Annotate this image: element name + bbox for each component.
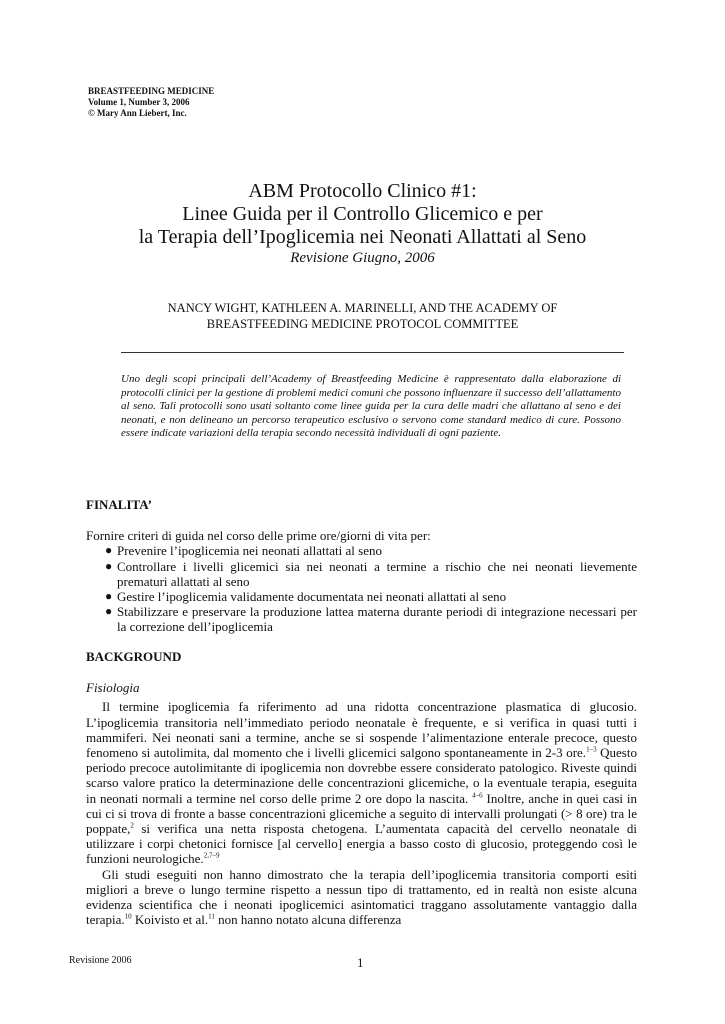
paragraph-1: Il termine ipoglicemia fa riferimento ad una ridotta concentrazione plasmatica di glucosio. L’ipoglicemia transitoria nell’immediato periodo neonatale è frequente, e si verifica in quasi tutti i mammiferi. Nei neonati sani a termine, anche se si sospende l’alimentazione enterale precoce, questo fenomeno si autolimita, dal momento che i livelli glicemici salgono spontaneamente in 2-3 ore.$^{1-3}$ Questo periodo precoce autolimitante di ipoglicemia non dovrebbe essere considerato patologico. Riveste quindi scarso valore pratico la determinazione delle concentrazioni glicemiche, o la eventuale terapia, eseguita in neonati normali a termine nel corso delle prime 2 ore dopo la nascita. $^{4-6}$ Inoltre, anche in quei casi in cui ci si trova di fronte a basse concentrazioni glicemiche a seguito di intervalli prolungati (> 8 ore) tra le poppate,$^2$ si verifica una netta risposta chetogena. L’aumentata capacità del cervello neonatale di utilizzare i corpi chetonici fornisce [al cervello] energia a basso costo di glucosio, proteggendo così le funzioni neurologiche.$^{2,7-9}$ <box>86 699 637 867</box>
abstract: Uno degli scopi principali dell’Academy of Breastfeeding Medicine è rappresentato dalla elaborazione di protocolli clinici per la gestione di problemi medici comuni che possono influenzare il successo dell’allattamento al seno. Tali protocolli sono usati soltanto come linee guida per la cura delle madri che allattano al seno e dei neonati, e non delineano un percorso terapeutico esclusivo o servono come standard medico di cure. Possono essere indicate variazioni della terapia secondo necessità individuali di ogni paziente. <box>121 373 621 439</box>
background-section <box>86 649 637 927</box>
list-item: ● Prevenire l’ipoglicemia nei neonati allattati al seno <box>105 543 382 559</box>
background-heading: BACKGROUND <box>86 649 182 664</box>
bullet-icon: ● <box>105 604 113 619</box>
page-number: 1 <box>357 955 364 970</box>
citation: 11 <box>208 912 215 921</box>
finalita-intro: Fornire criteri di guida nel corso delle prime ore/giorni di vita per: <box>86 528 431 544</box>
journal-copyright: © Mary Ann Liebert, Inc. <box>88 108 187 118</box>
journal-header <box>88 86 214 119</box>
list-item: ● Controllare i livelli glicemici sia nei neonati a termine a rischio che nei neonati lievemente prematuri allattati al seno <box>105 558 637 589</box>
bullet-icon: ● <box>105 558 113 573</box>
fisiologia-subheading: Fisiologia <box>86 680 140 696</box>
title-block <box>60 180 665 267</box>
authors-line-2: BREASTFEEDING MEDICINE PROTOCOL COMMITTEE <box>206 317 519 331</box>
title-line-2: Linee Guida per il Controllo Glicemico e per <box>182 203 543 225</box>
journal-volume: Volume 1, Number 3, 2006 <box>88 97 190 107</box>
citation: 2 <box>130 821 134 830</box>
authors-line-1: NANCY WIGHT, KATHLEEN A. MARINELLI, AND THE ACADEMY OF <box>167 301 558 315</box>
citation: 1–3 <box>586 745 597 754</box>
list-item: ● Stabilizzare e preservare la produzione lattea materna durante periodi di integrazione necessari per la correzione dell’ipoglicemia <box>105 604 637 635</box>
bullet-icon: ● <box>105 543 113 558</box>
journal-name: BREASTFEEDING MEDICINE <box>88 86 215 96</box>
citation: 2,7–9 <box>203 852 220 861</box>
finalita-heading: FINALITA’ <box>86 497 152 512</box>
bullet-icon: ● <box>105 589 113 604</box>
title-line-1: ABM Protocollo Clinico #1: <box>248 180 477 202</box>
divider-rule <box>121 352 624 353</box>
list-item: ● Gestire l’ipoglicemia validamente documentata nei neonati allattati al seno <box>105 589 507 605</box>
footer-revision: Revisione 2006 <box>69 955 132 966</box>
finalita-section <box>86 497 637 635</box>
paragraph-2: Gli studi eseguiti non hanno dimostrato che la terapia dell’ipoglicemia transitoria comporti esiti migliori a breve o lungo termine rispetto a nessun tipo di trattamento, ed in realtà non esiste alcuna evidenza scientifica che i neonati ipoglicemici asintomatici traggano assolutamente vantaggio dalla terapia.$^{10}$ Koivisto et al.$^{11}$ non hanno notato alcuna differenza <box>86 866 637 928</box>
title-line-3: la Terapia dell’Ipoglicemia nei Neonati Allattati al Seno <box>138 226 587 248</box>
authors <box>60 300 665 332</box>
revision-date: Revisione Giugno, 2006 <box>290 250 435 266</box>
citation: 10 <box>124 912 132 921</box>
finalita-bullet-list <box>86 543 637 634</box>
citation: 4–6 <box>472 791 483 800</box>
